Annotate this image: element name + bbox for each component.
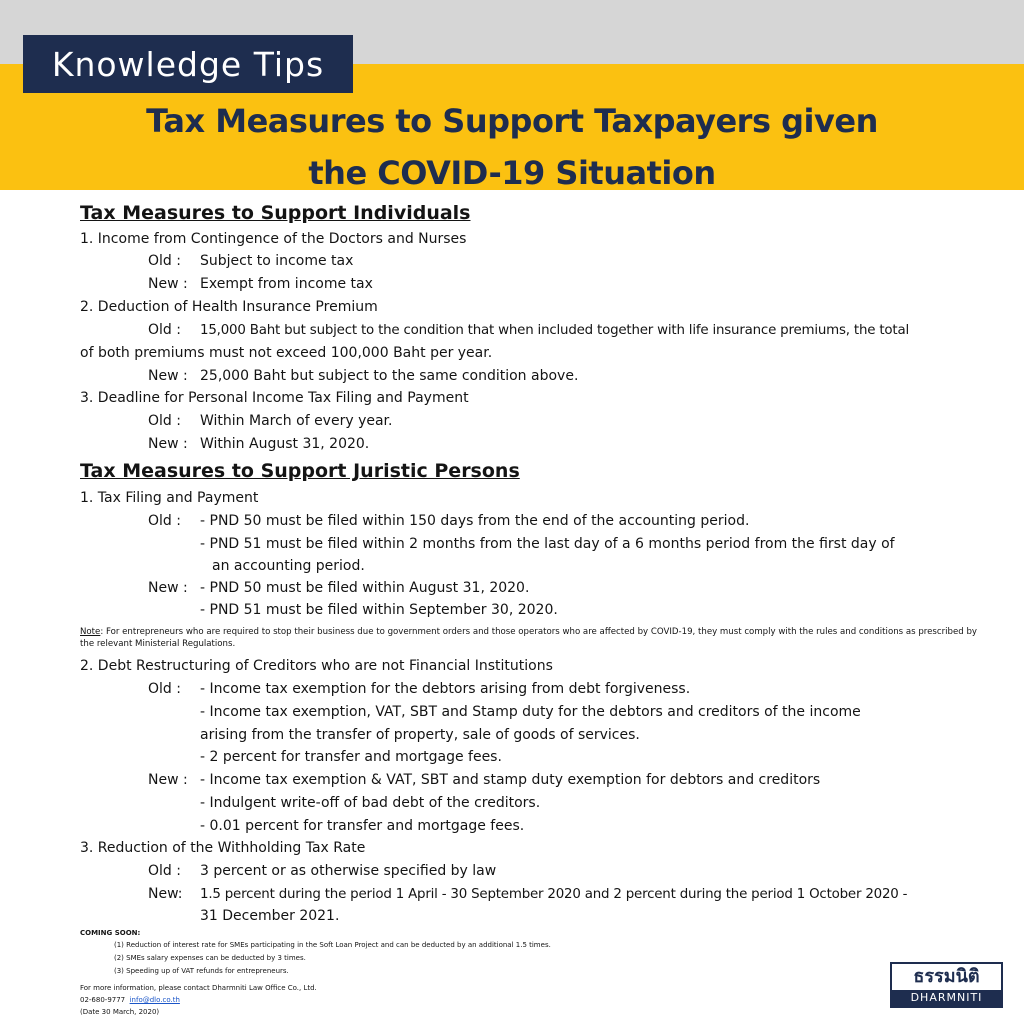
note-label: Note [80, 627, 101, 637]
jur-item1-new-a: - PND 50 must be filed within August 31, 2020. [200, 580, 530, 596]
jur-item2-new-c: - 0.01 percent for transfer and mortgage fees. [200, 818, 525, 834]
page-title-line1: Tax Measures to Support Taxpayers given [146, 102, 878, 140]
contact-phone-email [80, 995, 180, 1006]
ind-item2-new [148, 366, 578, 386]
ind-item1-new-text: Exempt from income tax [200, 276, 373, 292]
old-label: Old : [148, 322, 181, 338]
note-text: : For entrepreneurs who are required to stop their business due to government orders and those operators who are affected by COVID-19, they must comply with the rules and conditions as prescribed by the relevant Ministerial Regulations. [80, 627, 978, 649]
ind-item1-new [148, 274, 373, 294]
jur-item2-new-a: - Income tax exemption & VAT, SBT and stamp duty exemption for debtors and creditors [200, 772, 821, 788]
logo-thai-text: ธรรมนิติ [913, 966, 980, 987]
jur-item3-old [148, 861, 496, 881]
new-label: New : [148, 368, 188, 384]
jur-item2-old-c: - 2 percent for transfer and mortgage fees. [200, 749, 502, 765]
logo-english-text: DHARMNITI [892, 990, 1001, 1006]
contact-line: For more information, please contact Dharmniti Law Office Co., Ltd. [80, 984, 317, 992]
new-label: New: [148, 886, 183, 902]
jur-item3-new-line2: 31 December 2021. [200, 908, 340, 924]
jur-item3-new [148, 884, 907, 905]
new-label: New : [148, 436, 188, 452]
jur-item2-new [148, 770, 820, 790]
ind-item2-new-text: 25,000 Baht but subject to the same condition above. [200, 368, 579, 384]
jur-item2-old-b2: arising from the transfer of property, sale of goods of services. [200, 727, 640, 743]
ind-item2-old-line1: 15,000 Baht but subject to the condition that when included together with life insurance premiums, the total [200, 323, 909, 338]
jur-item3-new-line1: 1.5 percent during the period 1 April - 30 September 2020 and 2 percent during the period 1 October 2020 - [200, 887, 908, 902]
new-label: New : [148, 276, 188, 292]
jur-item1-old [148, 511, 749, 531]
jur-item3-old-text: 3 percent or as otherwise specified by law [200, 863, 497, 879]
ind-item2-old-line2: of both premiums must not exceed 100,000 Baht per year. [80, 345, 493, 361]
jur-item1-title: 1. Tax Filing and Payment [80, 490, 259, 506]
ind-item2-old [148, 320, 909, 341]
old-label: Old : [148, 681, 181, 697]
contact-date: (Date 30 March, 2020) [80, 1008, 160, 1016]
ind-item3-new-text: Within August 31, 2020. [200, 436, 370, 452]
ind-item3-title: 3. Deadline for Personal Income Tax Filing and Payment [80, 390, 469, 406]
ind-item3-old-text: Within March of every year. [200, 413, 393, 429]
coming-soon-item: (1) Reduction of interest rate for SMEs participating in the Soft Loan Project and can be deducted by an additional 1.5 times. [114, 941, 551, 949]
contact-email-link[interactable]: info@dlo.co.th [129, 996, 180, 1004]
coming-soon-title: COMING SOON: [80, 929, 141, 937]
juristic-note [80, 626, 980, 650]
old-label: Old : [148, 513, 181, 529]
coming-soon-item: (3) Speeding up of VAT refunds for entrepreneurs. [114, 967, 289, 975]
jur-item2-old [148, 679, 690, 699]
new-label: New : [148, 772, 188, 788]
jur-item2-new-b: - Indulgent write-off of bad debt of the creditors. [200, 795, 541, 811]
knowledge-tips-badge: Knowledge Tips [23, 35, 353, 93]
ind-item2-title: 2. Deduction of Health Insurance Premium [80, 299, 378, 315]
individuals-heading: Tax Measures to Support Individuals [80, 202, 471, 224]
old-label: Old : [148, 413, 181, 429]
ind-item3-old [148, 411, 392, 431]
jur-item1-old-b2: an accounting period. [212, 558, 365, 574]
contact-phone: 02-680-9777 [80, 996, 126, 1004]
jur-item2-old-b1: - Income tax exemption, VAT, SBT and Stamp duty for the debtors and creditors of the income [200, 704, 861, 720]
ind-item1-title: 1. Income from Contingence of the Doctors and Nurses [80, 231, 467, 247]
jur-item1-old-b1: - PND 51 must be filed within 2 months from the last day of a 6 months period from the first day of [200, 536, 895, 552]
old-label: Old : [148, 253, 181, 269]
jur-item3-title: 3. Reduction of the Withholding Tax Rate [80, 840, 366, 856]
dharmniti-logo [890, 962, 1003, 1008]
juristic-heading: Tax Measures to Support Juristic Persons [80, 460, 520, 482]
page-title-line2: the COVID-19 Situation [308, 154, 716, 192]
coming-soon-item: (2) SMEs salary expenses can be deducted by 3 times. [114, 954, 306, 962]
ind-item3-new [148, 434, 369, 454]
ind-item1-old [148, 251, 353, 271]
old-label: Old : [148, 863, 181, 879]
ind-item1-old-text: Subject to income tax [200, 253, 354, 269]
jur-item1-new-b: - PND 51 must be filed within September 30, 2020. [200, 602, 558, 618]
jur-item1-new [148, 578, 529, 598]
jur-item1-old-a: - PND 50 must be filed within 150 days from the end of the accounting period. [200, 513, 750, 529]
page-title [0, 95, 1024, 199]
jur-item2-old-a: - Income tax exemption for the debtors arising from debt forgiveness. [200, 681, 691, 697]
new-label: New : [148, 580, 188, 596]
jur-item2-title: 2. Debt Restructuring of Creditors who are not Financial Institutions [80, 658, 553, 674]
